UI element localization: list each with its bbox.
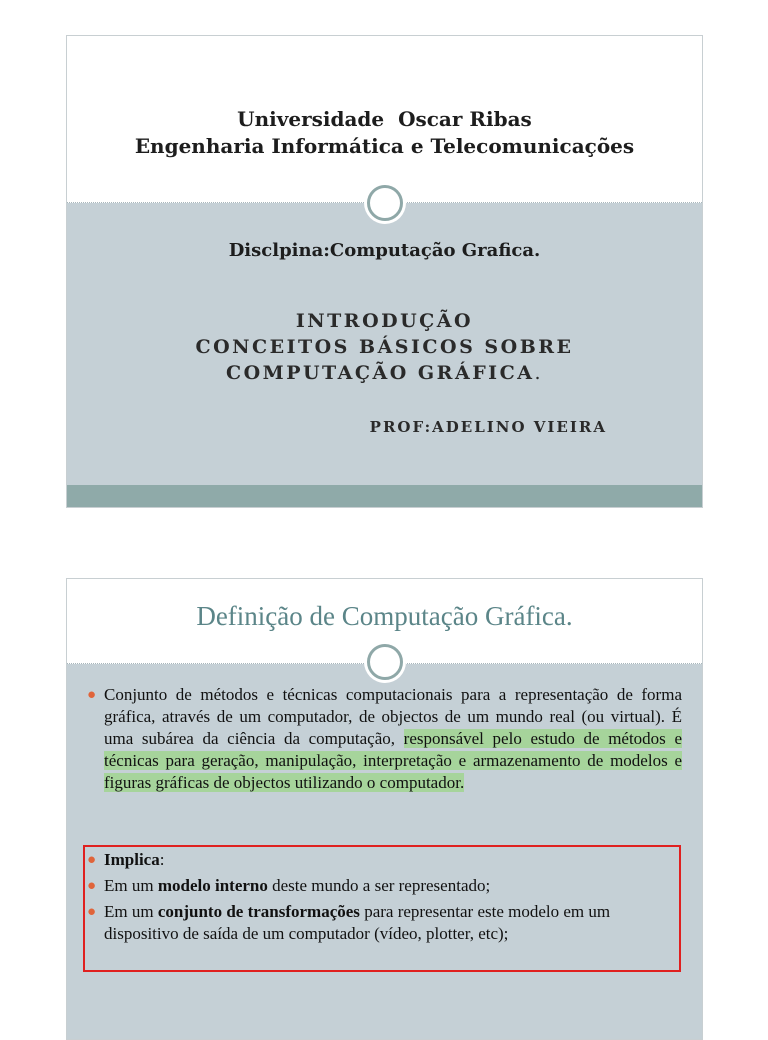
highlighted-text: responsável pelo estudo de métodos e técnicas para geração, manipulação, interpretação e armazenamento de modelos e figuras gráficas de objectos utilizando o computador. (104, 729, 682, 792)
institution-heading (67, 106, 702, 160)
professor-name: PROF:ADELINO VIEIRA (369, 418, 607, 436)
accent-bar (67, 485, 702, 507)
item1-suffix: deste mundo a ser representado; (267, 876, 491, 895)
implica-colon: : (159, 850, 165, 869)
bullet-icon: ● (87, 878, 97, 894)
intro-heading (67, 308, 702, 386)
list-item (87, 875, 682, 897)
intro-line-2: CONCEITOS BÁSICOS SOBRE (195, 336, 574, 358)
item1-bold: modelo interno (157, 876, 268, 895)
course-name: Engenharia Informática e Telecomunicações (134, 134, 635, 158)
title-slide-header (67, 36, 702, 203)
title-slide (66, 35, 703, 508)
intro-line-3 (67, 360, 702, 386)
item2-prefix: Em um (104, 902, 158, 921)
definition-text: Conjunto de métodos e técnicas computacionais para a representação de forma gráfica, através de um computador, de objectos de um mundo real (ou virtual). É uma subárea da ciência da computação, (104, 685, 682, 748)
list-item (87, 849, 682, 871)
bullet-icon: ● (87, 687, 97, 703)
ring-divider-icon (367, 185, 403, 221)
intro-line-1: INTRODUÇÃO (295, 310, 474, 332)
intro-line-3-text: COMPUTAÇÃO GRÁFICA (226, 362, 535, 384)
university-name: Universidade Oscar Ribas (237, 107, 532, 131)
ring-divider-icon (367, 644, 403, 680)
implication-list (87, 849, 682, 949)
item1-prefix: Em um (104, 876, 158, 895)
discipline-label: Disclpina:Computação Grafica. (228, 240, 541, 261)
slide-title: Definição de Computação Gráfica. (196, 601, 573, 631)
list-item (87, 684, 682, 794)
definition-list (87, 684, 682, 794)
intro-period: . (534, 362, 543, 384)
list-item (87, 901, 682, 945)
item2-bold: conjunto de transformações (157, 902, 360, 921)
bullet-icon: ● (87, 904, 97, 920)
bullet-icon: ● (87, 852, 97, 868)
implica-label: Implica (104, 850, 160, 869)
item2-suffix: para representar este modelo em um dispositivo de saída de um computador (vídeo, plotter, etc); (104, 902, 611, 943)
definition-slide (66, 578, 703, 1040)
